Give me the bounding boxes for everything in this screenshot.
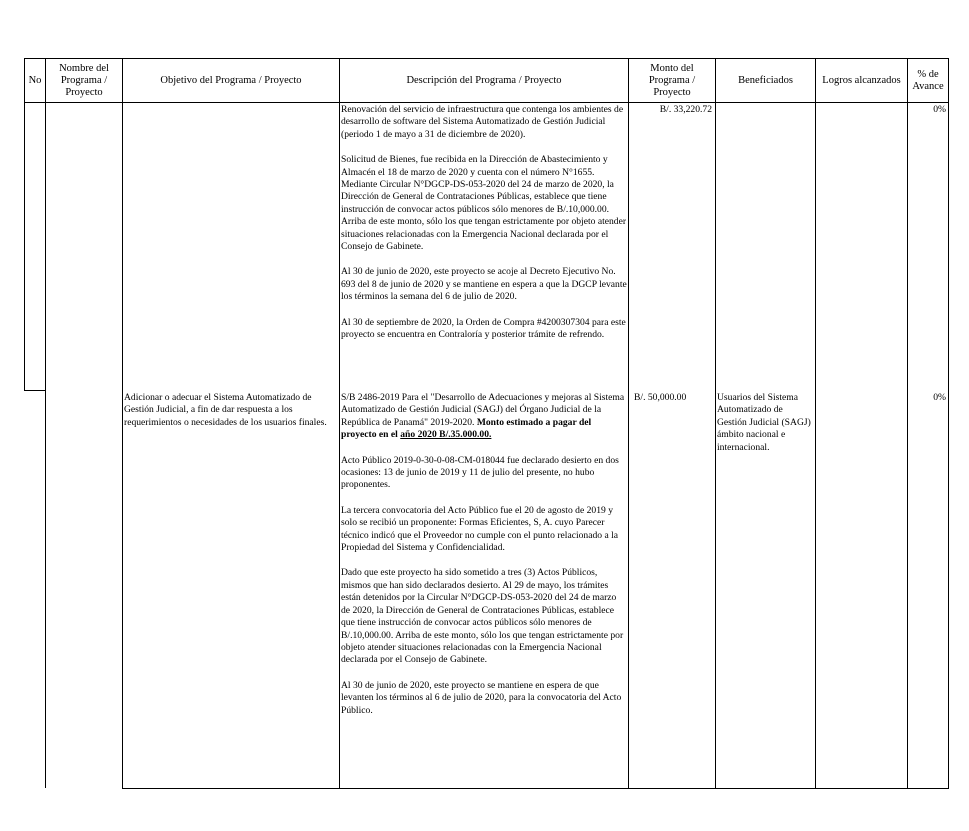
row1-desc-paragraph: Renovación del servicio de infraestructura que contenga los ambientes de desarrollo de software del Sistema Automatizado de Gestión Judicial (periodo 1 de mayo a 31 de diciembre de 2020). [341,104,624,140]
row2-desc-monto-2020: año 2020 B/.35.000.00. [400,429,492,441]
row2-beneficiados: Usuarios del Sistema Automatizado de Gestión Judicial (SAGJ) ámbito nacional e internacional. [717,392,811,453]
header-avance: % de Avance [912,68,944,92]
line-col5 [715,58,716,788]
line-col3 [339,58,340,788]
row1-avance: 0% [933,104,946,115]
row1-monto: B/. 33,220.72 [659,104,712,115]
line-row1-bottom [24,390,45,391]
line-col2 [122,58,123,788]
row2-desc-paragraph: Dado que este proyecto ha sido sometido a tres (3) Actos Públicos, mismos que han sido declarados desierto. Al 29 de mayo, los trámites están detenidos por la Circular N°DGCP-DS-053-2020 del 24 de marzo de 2020, la Dirección de General de Contrataciones Públicas, establece que tiene instrucción de convocar actos públicos sólo menores de B/.10,000.00. Arriba de este monto, sólo los que tengan estrictamente por objeto atender situaciones relacionadas con la Emergencia Nacional declarada por el Consejo de Gabinete. [341,567,624,666]
header-nombre: Nombre del Programa / Proyecto [59,62,109,98]
row2-desc-paragraph: Al 30 de junio de 2020, este proyecto se mantiene en espera de que levanten los términos al 6 de julio de 2020, para la convocatoria del Acto Público. [341,679,622,716]
line-col4 [628,58,629,788]
header-beneficiados: Beneficiados [738,74,793,86]
row2-desc-intro: S/B 2486-2019 Para el "Desarrollo de Adecuaciones y mejoras al Sistema Automatizado de Gestión Judicial (SAGJ) del Órgano Judicial de la República de Panamá" 2019-2020. [341,392,625,428]
header-descripcion: Descripción del Programa / Proyecto [406,74,562,86]
header-monto: Monto del Programa / Proyecto [648,62,696,98]
row2-desc-monto-estimado: Monto estimado a pagar del proyecto en el [341,416,592,441]
row2-descripcion [341,392,627,730]
line-col6 [815,58,816,788]
line-col7 [907,58,908,788]
row2-monto: B/. 50,000.00 [634,392,687,403]
row1-desc-paragraph: Al 30 de junio de 2020, este proyecto se acoje al Decreto Ejecutivo No. 693 del 8 de junio de 2020 y se mantiene en espera a que la DGCP levante los términos la semana del 6 de julio de 2020. [341,266,627,303]
row1-descripcion [341,104,627,355]
row1-desc-paragraph: Al 30 de septiembre de 2020, la Orden de Compra #4200307304 para este proyecto se encuentra en Contraloría y posterior trámite de refrendo. [341,316,626,341]
row2-objetivo: Adicionar o adecuar el Sistema Automatizado de Gestión Judicial, a fin de dar respuesta a los requerimientos o necesidades de los usuarios finales. [124,392,327,428]
row2-desc-paragraph [341,392,627,442]
header-objetivo: Objetivo del Programa / Proyecto [160,74,302,86]
line-col8 [948,58,949,788]
line-col0 [24,58,25,390]
line-table-bottom [122,788,949,789]
row2-desc-paragraph: Acto Público 2019-0-30-0-08-CM-018044 fue declarado desierto en dos ocasiones: 13 de junio de 2019 y 11 de julio del presente, no hubo proponentes. [341,454,619,491]
row2-desc-paragraph: La tercera convocatoria del Acto Público fue el 20 de agosto de 2019 y solo se recibió un proponente: Formas Eficientes, S, A. cuyo Parecer técnico indicó que el Proveedor no cumple con el punto relacionado a la Propiedad del Sistema y Confidencialidad. [341,504,619,554]
header-no: No [28,74,42,86]
header-logros: Logros alcanzados [822,74,901,86]
row1-desc-paragraph: Solicitud de Bienes, fue recibida en la Dirección de Abastecimiento y Almacén el 18 de marzo de 2020 y cuenta con el número N°1655. Mediante Circular N°DGCP-DS-053-2020 del 24 de marzo de 2020, la Dirección de General de Contrataciones Públicas, establece que tiene instrucción de convocar actos públicos sólo menores de B/.10,000.00. Arriba de este monto, sólo los que tengan estrictamente por objeto atender situaciones relacionadas con la Emergencia Nacional declarada por el Consejo de Gabinete. [341,154,627,253]
line-header-bottom [24,102,949,103]
line-col1 [45,58,46,788]
row2-avance: 0% [933,392,946,403]
